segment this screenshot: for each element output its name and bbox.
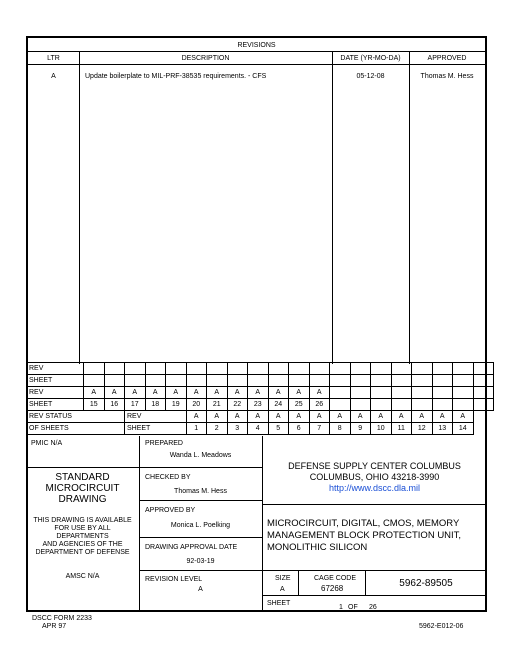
status-rev-row-blank — [27, 363, 494, 375]
rev-status-label: REV STATUS — [27, 411, 125, 423]
divider — [262, 570, 487, 571]
sheet-cell: 4 — [248, 423, 269, 435]
sheet-cell: 21 — [207, 399, 228, 411]
rev-cell: A — [350, 411, 371, 423]
divider — [26, 467, 139, 468]
sheet-cell: 6 — [289, 423, 310, 435]
divider — [139, 537, 262, 538]
sheet-label: SHEET — [27, 375, 84, 387]
rev-cell: A — [145, 387, 166, 399]
rev-cell: A — [268, 387, 289, 399]
divider — [139, 500, 262, 501]
cage-code: 67268 — [321, 584, 344, 593]
approved-by: Monica L. Poelking — [170, 522, 231, 529]
sheet-total: 26 — [369, 604, 377, 611]
col-approved-header: APPROVED — [427, 55, 467, 62]
sheet-cell: 2 — [207, 423, 228, 435]
sheet-cell: 12 — [412, 423, 433, 435]
sheet-cell: 3 — [227, 423, 248, 435]
form-number: DSCC FORM 2233 — [32, 615, 92, 622]
cage-label: CAGE CODE — [314, 575, 357, 582]
amsc-label: AMSC N/A — [65, 573, 100, 580]
rev-cell: A — [186, 411, 207, 423]
sheet-cell: 13 — [432, 423, 453, 435]
drawing-title-3: MONOLITHIC SILICON — [267, 542, 368, 553]
org-url-link[interactable]: http://www.dscc.dla.mil — [328, 483, 421, 493]
standard-title-2: MICROCIRCUIT — [45, 483, 120, 494]
sheet-cell: 11 — [391, 423, 412, 435]
rev-cell: A — [207, 411, 228, 423]
status-rev-status-row — [27, 411, 494, 423]
status-sheet-row-blank — [27, 375, 494, 387]
sheet-cell: 22 — [227, 399, 248, 411]
divider — [332, 64, 333, 364]
document-number: 5962-E012-06 — [419, 623, 464, 630]
sheet-cell: 25 — [289, 399, 310, 411]
rev-label: REV — [125, 411, 187, 423]
rev-cell: A — [248, 387, 269, 399]
prepared-by: Wanda L. Meadows — [169, 452, 232, 459]
rev-cell: A — [371, 411, 392, 423]
revision-status-table — [26, 362, 494, 435]
sheet-cell: 8 — [330, 423, 351, 435]
divider — [28, 51, 485, 52]
divider — [298, 570, 299, 595]
checked-by: Thomas M. Hess — [174, 488, 227, 495]
revisions-title: REVISIONS — [237, 42, 276, 49]
drawing-title-2: MANAGEMENT BLOCK PROTECTION UNIT, — [267, 530, 462, 541]
rev-cell: A — [289, 387, 310, 399]
sheet-title-label: SHEET — [267, 600, 291, 607]
rev-label: REV — [27, 387, 84, 399]
sheet-label: SHEET — [27, 399, 84, 411]
revision-description: Update boilerplate to MIL-PRF-38535 requirements. - CFS — [85, 73, 267, 80]
checked-label: CHECKED BY — [145, 474, 191, 481]
sheet-of: OF — [348, 604, 358, 611]
sheet-cell: 23 — [248, 399, 269, 411]
pmic-label: PMIC N/A — [31, 440, 63, 447]
sheet-cell: 9 — [350, 423, 371, 435]
rev-cell: A — [453, 411, 474, 423]
revision-date: 05-12-08 — [356, 73, 385, 80]
sheet-cell: 15 — [84, 399, 105, 411]
col-ltr-header: LTR — [47, 55, 60, 62]
divider — [409, 64, 410, 364]
revision-approved: Thomas M. Hess — [420, 73, 474, 80]
availability-line-1: THIS DRAWING IS AVAILABLE — [33, 517, 132, 524]
revision-level-label: REVISION LEVEL — [145, 576, 203, 583]
form-date: APR 97 — [42, 623, 67, 630]
of-sheets-label: OF SHEETS — [27, 423, 125, 435]
rev-cell: A — [289, 411, 310, 423]
rev-cell: A — [248, 411, 269, 423]
sheet-cell: 14 — [453, 423, 474, 435]
drawing-number: 5962-89505 — [399, 578, 453, 589]
revision-ltr: A — [51, 73, 56, 80]
divider — [139, 570, 262, 571]
rev-cell: A — [330, 411, 351, 423]
sheet-cell: 10 — [371, 423, 392, 435]
revision-level: A — [198, 586, 203, 593]
rev-cell: A — [227, 387, 248, 399]
approval-date: 92-03-19 — [186, 558, 215, 565]
divider — [262, 504, 487, 505]
sheet-number: 1 — [339, 604, 343, 611]
rev-cell: A — [166, 387, 187, 399]
rev-cell: A — [104, 387, 125, 399]
col-date-header: DATE (YR-MO-DA) — [340, 55, 401, 62]
divider — [139, 467, 262, 468]
sheet-cell: 7 — [309, 423, 330, 435]
rev-cell: A — [391, 411, 412, 423]
availability-line-3: DEPARTMENTS — [56, 533, 109, 540]
sheet-cell: 17 — [125, 399, 146, 411]
sheet-cell: 20 — [186, 399, 207, 411]
sheet-cell: 26 — [309, 399, 330, 411]
org-url-wrap — [262, 483, 487, 494]
sheet-cell: 5 — [268, 423, 289, 435]
rev-cell: A — [432, 411, 453, 423]
rev-cell: A — [268, 411, 289, 423]
col-description-header: DESCRIPTION — [181, 55, 230, 62]
status-rev-row-upper — [27, 387, 494, 399]
rev-label: REV — [27, 363, 84, 375]
status-sheet-row-upper — [27, 399, 494, 411]
status-of-sheets-row — [27, 423, 494, 435]
rev-cell: A — [84, 387, 105, 399]
divider — [262, 595, 487, 596]
rev-cell: A — [125, 387, 146, 399]
rev-cell: A — [309, 387, 330, 399]
org-name: DEFENSE SUPPLY CENTER COLUMBUS — [288, 461, 461, 471]
sheet-label: SHEET — [125, 423, 187, 435]
size-value: A — [280, 586, 285, 593]
sheet-cell: 18 — [145, 399, 166, 411]
rev-cell: A — [309, 411, 330, 423]
availability-line-5: DEPARTMENT OF DEFENSE — [35, 549, 130, 556]
rev-cell: A — [412, 411, 433, 423]
sheet-cell: 1 — [186, 423, 207, 435]
sheet-cell: 19 — [166, 399, 187, 411]
standard-title-3: DRAWING — [58, 494, 107, 505]
size-label: SIZE — [275, 575, 291, 582]
prepared-label: PREPARED — [145, 440, 183, 447]
divider — [28, 64, 485, 65]
availability-line-4: AND AGENCIES OF THE — [42, 541, 123, 548]
sheet-cell: 16 — [104, 399, 125, 411]
org-address: COLUMBUS, OHIO 43218-3990 — [309, 472, 440, 482]
drawing-title-1: MICROCIRCUIT, DIGITAL, CMOS, MEMORY — [267, 518, 460, 529]
rev-cell: A — [227, 411, 248, 423]
rev-cell: A — [207, 387, 228, 399]
availability-line-2: FOR USE BY ALL — [54, 525, 111, 532]
standard-title-1: STANDARD — [55, 472, 110, 483]
divider — [79, 64, 80, 364]
rev-cell: A — [186, 387, 207, 399]
approved-label: APPROVED BY — [145, 507, 196, 514]
sheet-cell: 24 — [268, 399, 289, 411]
approval-date-label: DRAWING APPROVAL DATE — [145, 544, 238, 551]
